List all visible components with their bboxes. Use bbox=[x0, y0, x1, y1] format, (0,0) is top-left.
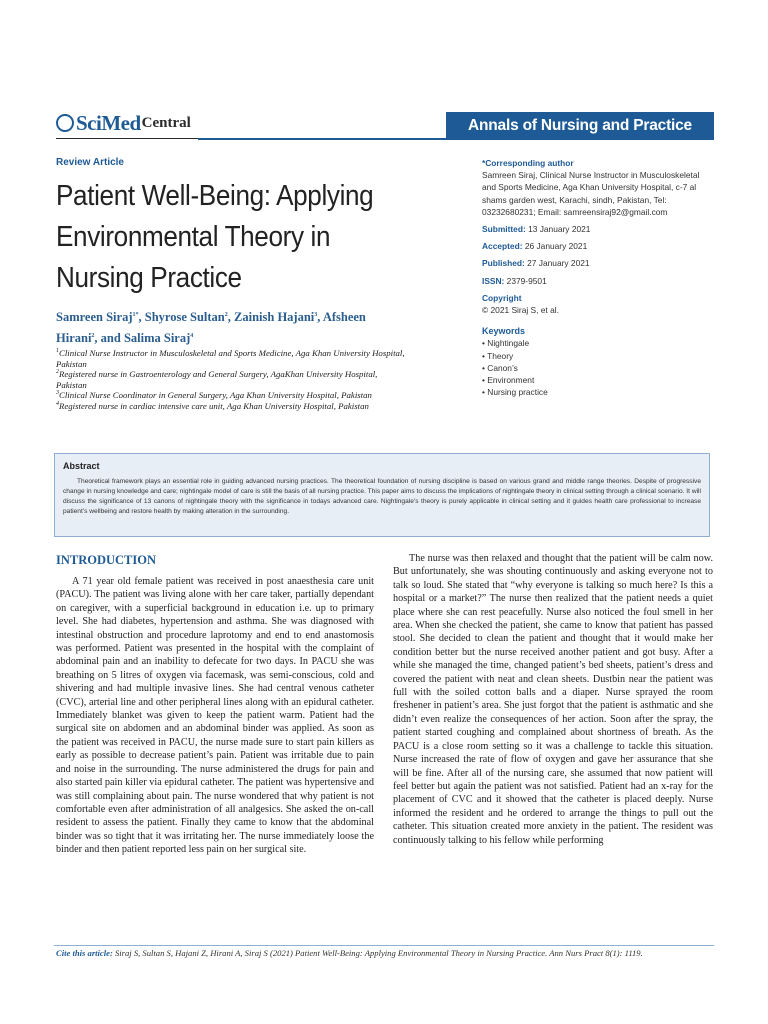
citation bbox=[56, 948, 714, 960]
body-column-left: A 71 year old female patient was received in post anaesthesia care unit (PACU). The patient was living alone with her care taker, partially dependant on caregiver, with a superficial background in education i.e. up to primary level. She had diabetes, hypertension and asthma. She was diagnosed with intestinal obstruction and procedure laprotomy and end to end anastomosis was performed. Patient was presented in the hospital with the complaint of abdominal pain and an inability to defecate for two days. In PACU she was breathing on 5 litres of oxygen via facemask, was semi-conscious, cold and shivering and had multiple invasive lines. She had central venous catheter (CVC), arterial line and other peripheral lines along with an epidural catheter. Immediately blanket was given to keep the patient warm. Patient had the surgical site on abdomen and an abdominal binder was applied. As soon as the patient was received in PACU, the nurse made sure to start pain killers as early as possible to decrease patient’s pain. Patient was irritable due to pain and noise in the surrounding. The nurse administered the drugs for pain and also started pain killer via epidural catheter. The patient was hypertensive and was still complaining about pain. The nurse wondered that why patient is not comfortable even after administration of all analgesics. She asked the on-call resident to assess the patient. Finally they came to know that the abdominal binder was so tight that it was irritating her. The nurse immediately loose the binder and then patient reported less pain on her surgical site. bbox=[56, 576, 374, 856]
copyright-text: © 2021 Siraj S, et al. bbox=[482, 305, 559, 316]
cite-label: Cite this article: bbox=[56, 948, 113, 958]
keyword-item: • Environment bbox=[482, 374, 714, 386]
affiliation-item: $^3$Clinical Nurse Coordinator in General Surgery, Aga Khan University Hospital, Pakistan bbox=[56, 390, 372, 401]
issn-value: 2379-9501 bbox=[506, 275, 547, 286]
logo-underline bbox=[56, 138, 198, 139]
journal-name-banner: Annals of Nursing and Practice bbox=[446, 112, 714, 140]
keyword-list bbox=[482, 337, 714, 398]
author-names: Samreen Siraj$^{1*}$, Shyrose Sultan$^2$, Zainish Hajani$^3$, Afsheen Hirani$^2$, and Salima Siraj$^4$ bbox=[56, 310, 366, 345]
abstract-text: Theoretical framework plays an essential role in guiding advanced nursing practices. The theoretical foundation of nursing discipline is based on various grand and middle range theories. Despite of progressive change in nursing knowledge and care; nightingale model of care is still the basis of all nursing practice. This paper aims to discuss the implications of nightingale theory in clinical setting through a clinical scenario. It will discuss the significance of 13 canons of nightingale theory with the significance in todays advanced care. Nightingale’s theory is purely applicable in clinical setting and it guides health care professional to increase patient’s wellbeing and restore health by making alteration in the surrounding. bbox=[63, 478, 701, 515]
abstract-heading: Abstract bbox=[63, 461, 100, 471]
article-info-panel bbox=[482, 157, 714, 403]
submitted-date: 13 January 2021 bbox=[528, 224, 591, 235]
author-list bbox=[56, 307, 406, 349]
keyword-item: • Nightingale bbox=[482, 337, 714, 349]
keyword-item: • Theory bbox=[482, 350, 714, 362]
copyright-label: Copyright bbox=[482, 292, 522, 303]
body-column-right: The nurse was then relaxed and thought that the patient will be calm now. But unfortunately, she was shouting continuously and asking everyone not to talk so loud. She stated that “why everyone is talking so much here? Is this a hospital or a market?” The nurse then realized that the patient needs a quiet place where she can rest peacefully. Nurse also noticed the foul smell in her area. When she checked the patient, she came to know that patient has passed stool. She decided to clean the patient and thought that it would make her condition better but the nurse received another patient and got busy. After a while she managed the time, changed patient’s bed sheets, patient’s dress and covered the patient with neat and clean sheets. Dustbin near the patient was full with the soiled cotton balls and a diaper. Nurse sprayed the room freshener in patient’s area. She just forgot that the patient is asthmatic and she didn’t even realize the consequences of her action. Soon after the spray, the patient started coughing and complained about shortness of breath. As the PACU is a close room setting so it was a challenge to tackle this situation. Nurse increased the rate of flow of oxygen and gave her assurance that she will be fine. After all of the nursing care, she assumed that now patient will feel better but again the patient was not satisfied. Patient had an x-ray for the placement of CVC and it showed that the catheter is placed deeply. Nurse informed the resident and he ordered to arrange the things to pull out the catheter. This situation created more anxiety in the patient. The resident was continuously talking to his fellow while performing bbox=[393, 553, 713, 846]
article-title: Patient Well-Being: Applying Environmental Theory in Nursing Practice bbox=[56, 180, 374, 294]
published-date: 27 January 2021 bbox=[527, 258, 590, 269]
corresponding-author-label: *Corresponding author bbox=[482, 158, 574, 168]
submitted-label: Submitted: bbox=[482, 224, 526, 235]
introduction-heading: INTRODUCTION bbox=[56, 553, 157, 567]
logo-ring-icon bbox=[56, 114, 74, 132]
citation-text: Siraj S, Sultan S, Hajani Z, Hirani A, Siraj S (2021) Patient Well-Being: Applying Environmental Theory in Nursing Practice. Ann Nurs Pract 8(1): 1119. bbox=[114, 948, 643, 958]
affiliations bbox=[56, 348, 406, 412]
affiliation-item: $^4$Registered nurse in cardiac intensive care unit, Aga Khan University Hospital, Pakistan bbox=[56, 400, 369, 411]
keyword-item: • Canon’s bbox=[482, 362, 714, 374]
logo-sci-text: SciMed bbox=[76, 110, 141, 135]
issn-label: ISSN: bbox=[482, 275, 505, 286]
affiliation-item: $^2$Registered nurse in Gastroenterology and General Surgery, AgaKhan University Hospital, Pakistan bbox=[56, 369, 378, 390]
abstract-box bbox=[54, 453, 710, 537]
published-label: Published: bbox=[482, 258, 525, 269]
corresponding-author-text: Samreen Siraj, Clinical Nurse Instructor in Musculoskeletal and Sports Medicine, Aga Khan University Hospital, c-7 al shams garden west, Karachi, sindh, Pakistan, Tel: 03232680231; Email: samreensiraj92@gmail.com bbox=[482, 170, 700, 217]
logo-central-text: Central bbox=[141, 114, 191, 131]
keywords-label: Keywords bbox=[482, 326, 526, 337]
article-type: Review Article bbox=[56, 157, 124, 168]
footer-rule bbox=[54, 945, 714, 946]
accepted-label: Accepted: bbox=[482, 241, 523, 252]
scimedcentral-logo bbox=[56, 108, 191, 138]
keyword-item: • Nursing practice bbox=[482, 386, 714, 398]
affiliation-item: $^1$Clinical Nurse Instructor in Musculoskeletal and Sports Medicine, Aga Khan University Hospital, Pakistan bbox=[56, 348, 405, 369]
accepted-date: 26 January 2021 bbox=[524, 241, 588, 252]
